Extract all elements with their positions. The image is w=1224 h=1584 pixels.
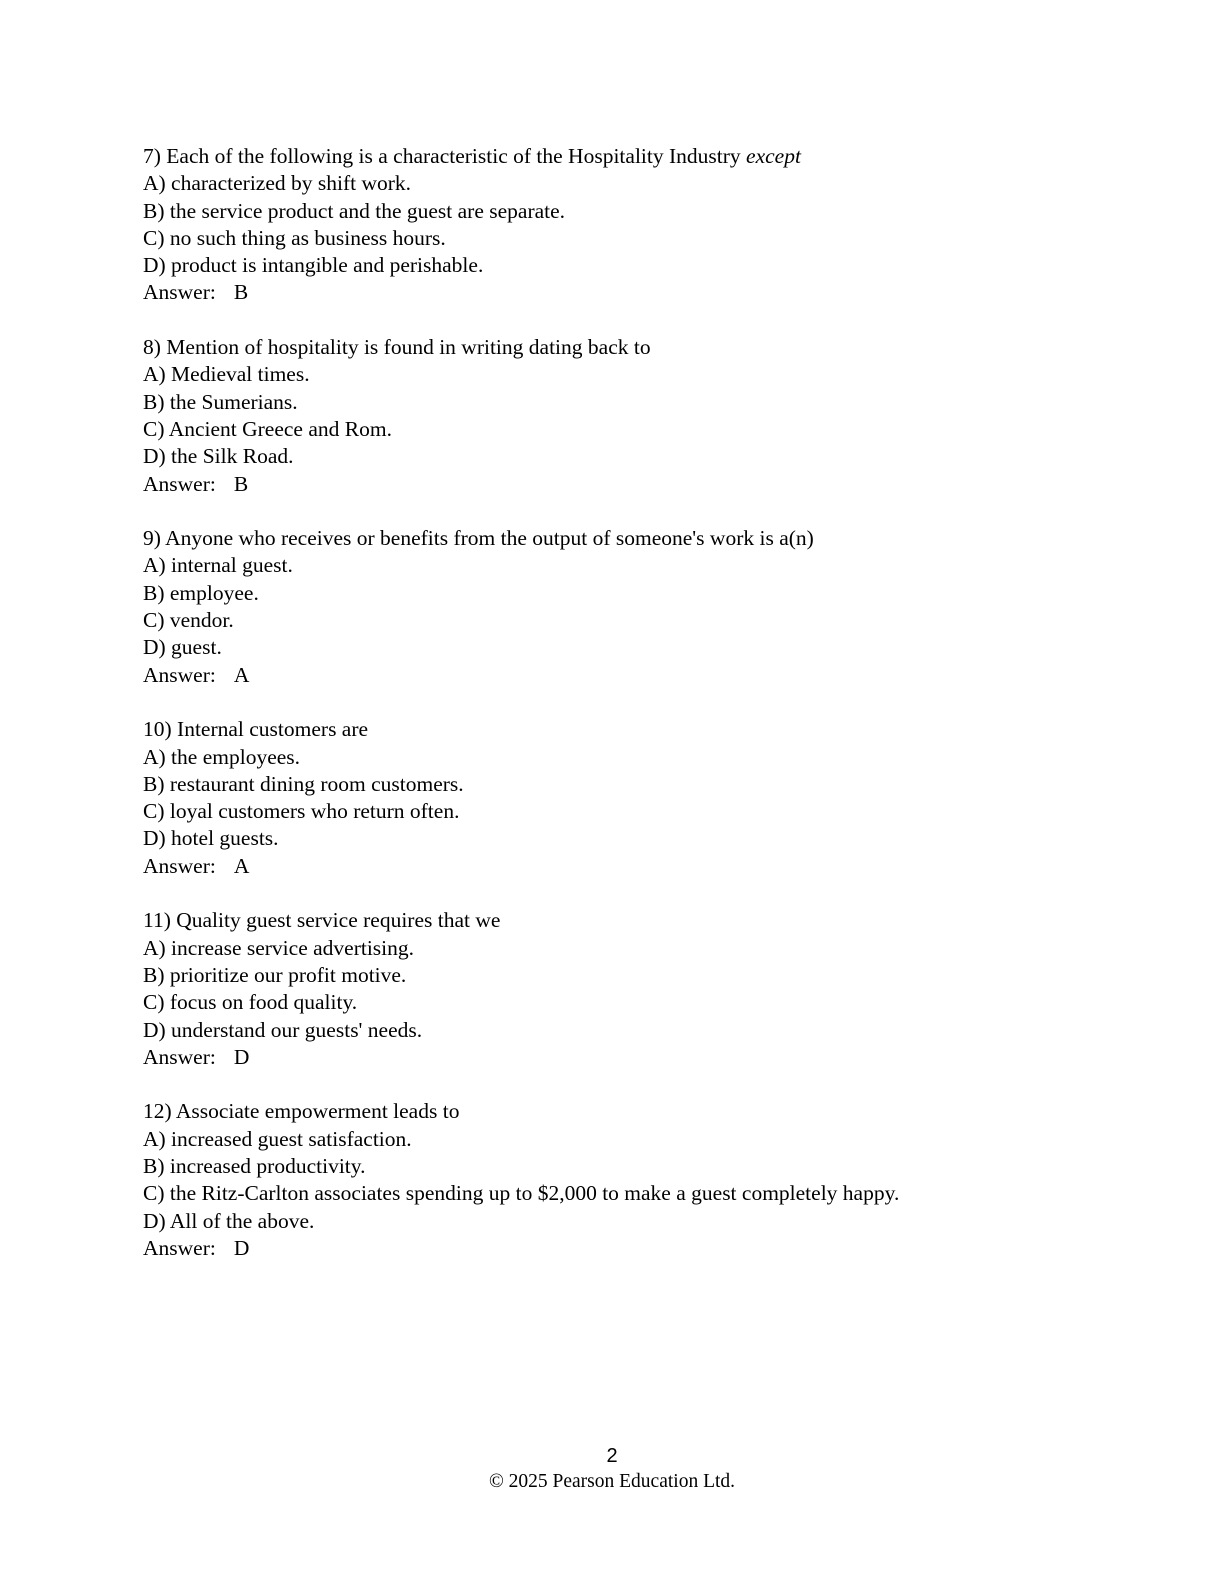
answer-label: Answer: (143, 280, 216, 305)
option-b: B) the Sumerians. (143, 389, 298, 414)
stem-text: 9) Anyone who receives or benefits from the output of someone's work is a(n) (143, 526, 814, 551)
answer-line (143, 853, 1143, 880)
option-a: A) characterized by shift work. (143, 171, 412, 196)
option-b: B) restaurant dining room customers. (143, 771, 464, 796)
option-b: B) employee. (143, 580, 259, 605)
answer-value: A (233, 662, 250, 687)
question-stem (143, 143, 1143, 170)
option-b: B) prioritize our profit motive. (143, 962, 407, 987)
option-a: A) internal guest. (143, 553, 293, 578)
option-c: C) loyal customers who return often. (143, 799, 460, 824)
answer-label: Answer: (143, 471, 216, 496)
question-stem (143, 525, 1143, 552)
answer-line (143, 471, 1143, 498)
option-c: C) Ancient Greece and Rom. (143, 416, 392, 441)
answer-value: A (233, 853, 250, 878)
answer-label: Answer: (143, 662, 216, 687)
stem-text: 12) Associate empowerment leads to (143, 1099, 460, 1124)
stem-emphasis: except (746, 144, 801, 168)
option-a: A) increase service advertising. (143, 935, 415, 960)
option-c: C) focus on food quality. (143, 990, 358, 1015)
question-9 (143, 525, 1143, 689)
question-stem (143, 334, 1143, 361)
option-a: A) Medieval times. (143, 362, 310, 387)
question-8 (143, 334, 1143, 498)
answer-value: B (233, 280, 249, 305)
answer-line (143, 1235, 1143, 1262)
copyright-notice: © 2025 Pearson Education Ltd. (488, 1471, 736, 1492)
answer-label: Answer: (143, 1235, 216, 1260)
option-b: B) the service product and the guest are separate. (143, 198, 566, 223)
page-number: 2 (606, 1445, 618, 1467)
stem-text: 8) Mention of hospitality is found in writing dating back to (143, 335, 651, 360)
stem-text: 10) Internal customers are (143, 717, 369, 742)
stem-text: 11) Quality guest service requires that we (143, 908, 501, 933)
question-10 (143, 716, 1143, 880)
answer-line (143, 1044, 1143, 1071)
option-d: D) hotel guests. (143, 826, 279, 851)
question-11 (143, 907, 1143, 1071)
answer-value: D (233, 1235, 250, 1260)
page-footer (0, 1443, 1224, 1495)
option-d: D) guest. (143, 635, 222, 660)
option-d: D) understand our guests' needs. (143, 1017, 423, 1042)
option-c: C) the Ritz-Carlton associates spending up to $2,000 to make a guest completely happy. (143, 1181, 900, 1206)
question-stem (143, 716, 1143, 743)
question-list (143, 143, 1143, 1289)
question-7 (143, 143, 1143, 307)
option-d: D) All of the above. (143, 1208, 315, 1233)
answer-value: D (233, 1044, 250, 1069)
option-c: C) vendor. (143, 608, 234, 633)
question-12 (143, 1098, 1143, 1262)
option-b: B) increased productivity. (143, 1153, 366, 1178)
answer-label: Answer: (143, 853, 216, 878)
option-c: C) no such thing as business hours. (143, 225, 446, 250)
option-d: D) product is intangible and perishable. (143, 253, 484, 278)
question-stem (143, 1098, 1143, 1125)
question-stem (143, 907, 1143, 934)
option-a: A) the employees. (143, 744, 301, 769)
answer-line (143, 279, 1143, 306)
answer-label: Answer: (143, 1044, 216, 1069)
option-d: D) the Silk Road. (143, 444, 294, 469)
option-a: A) increased guest satisfaction. (143, 1126, 412, 1151)
answer-line (143, 662, 1143, 689)
answer-value: B (233, 471, 249, 496)
stem-text: 7) Each of the following is a characteristic of the Hospitality Industry (143, 144, 741, 168)
